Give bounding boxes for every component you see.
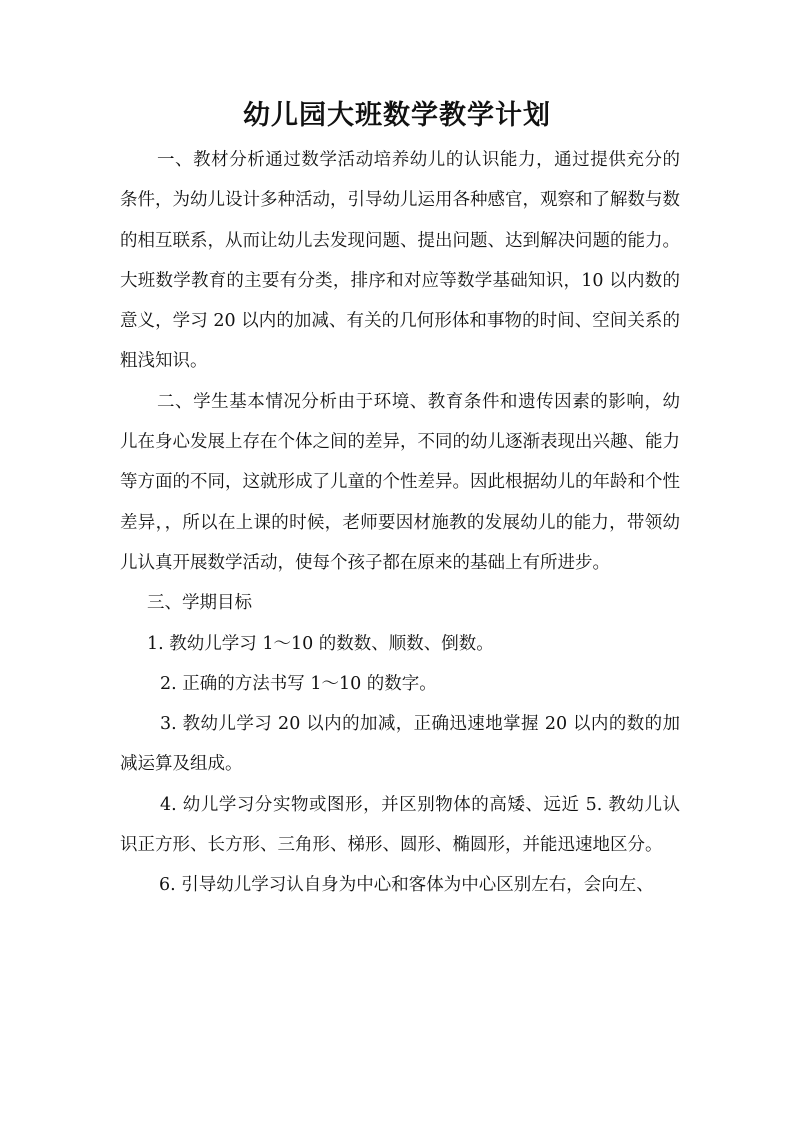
goal-item-4-5: 4. 幼儿学习分实物或图形，并区别物体的高矮、远近 5. 教幼儿认识正方形、长方形、三角形、梯形、圆形、椭圆形，并能迅速地区分。 xyxy=(120,794,680,856)
paragraph-student-analysis: 二、学生基本情况分析由于环境、教育条件和遗传因素的影响，幼儿在身心发展上存在个体之间的差异，不同的幼儿逐渐表现出兴趣、能力等方面的不同，这就形成了儿童的个性差异。因此根据幼儿的年龄和个性差异，，所以在上课的时候，老师要因材施教的发展幼儿的能力，带领幼儿认真开展数学活动，使每个孩子都在原来的基础上有所进步。 xyxy=(120,391,680,573)
goal-item-3: 3. 教幼儿学习 20 以内的加减，正确迅速地掌握 20 以内的数的加减运算及组成。 xyxy=(120,714,680,775)
paragraph-textbook-analysis: 一、教材分析通过数学活动培养幼儿的认识能力，通过提供充分的条件，为幼儿设计多种活动，引导幼儿运用各种感官，观察和了解数与数的相互联系，从而让幼儿去发现问题、提出问题、达到解决问题的能力。大班数学教育的主要有分类，排序和对应等数学基础知识，10 以内数的意义，学习 20 以内的加减、有关的几何形体和事物的时间、空间关系的粗浅知识。 xyxy=(120,150,680,372)
goal-item-2: 2. 正确的方法书写 1～10 的数字。 xyxy=(160,673,437,694)
goal-item-1: 1. 教幼儿学习 1～10 的数数、顺数、倒数。 xyxy=(147,633,494,654)
document-body xyxy=(120,140,680,906)
section-heading-semester-goals: 三、学期目标 xyxy=(147,593,252,614)
document-title: 幼儿园大班数学教学计划 xyxy=(243,100,551,131)
goal-item-6: 6. 引导幼儿学习认自身为中心和客体为中心区别左右，会向左、 xyxy=(159,875,654,896)
